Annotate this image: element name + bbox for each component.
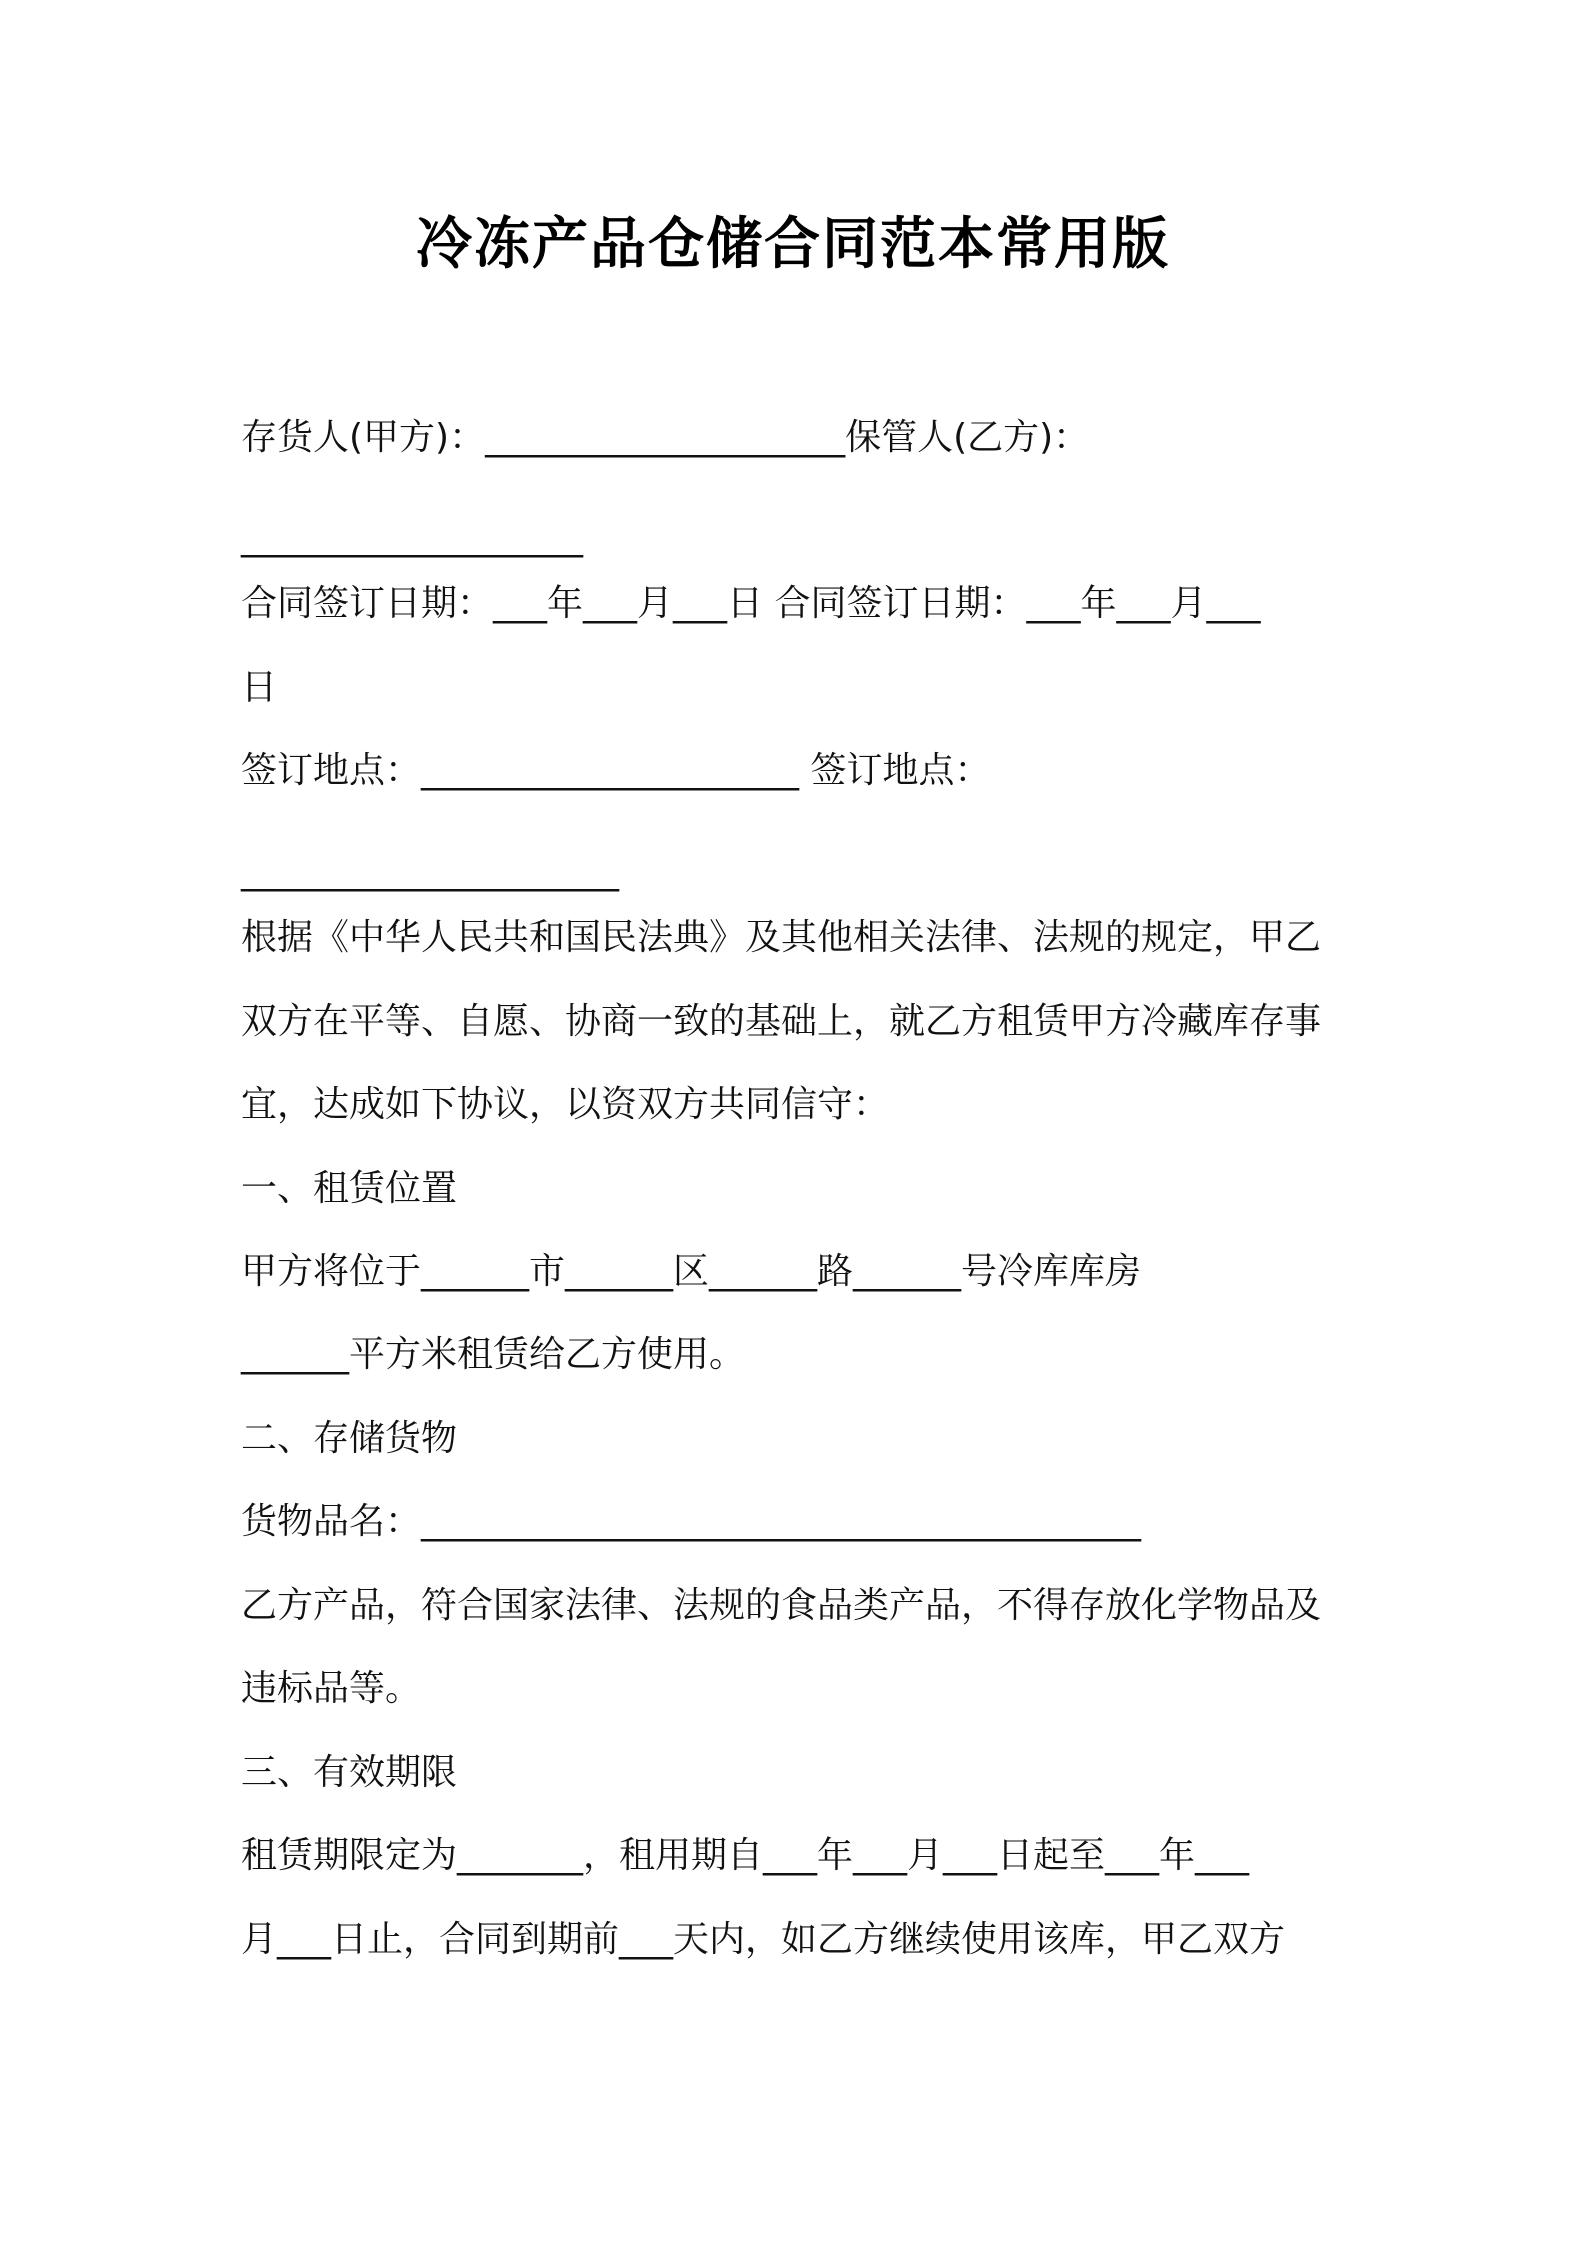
location-line-1: 甲方将位于______市______区______路______号冷库库房: [241, 1251, 1142, 1292]
document-title: 冷冻产品仓储合同范本常用版: [416, 212, 1170, 277]
location-line-2: ______平方米租赁给乙方使用。: [241, 1334, 746, 1375]
preamble-line-3: 宜，达成如下协议，以资双方共同信守：: [241, 1084, 890, 1125]
goods-desc-line-1: 乙方产品，符合国家法律、法规的食品类产品，不得存放化学物品及: [241, 1585, 1322, 1626]
section-heading-2: 二、存储货物: [241, 1418, 458, 1459]
term-line-2: 月___日止，合同到期前___天内，如乙方继续使用该库，甲乙双方: [241, 1919, 1286, 1960]
term-line-1: 租赁期限定为_______，租用期自___年___月___日起至___年___: [241, 1835, 1250, 1876]
goods-desc-line-2: 违标品等。: [241, 1668, 422, 1709]
party-line: 存货人(甲方)：____________________保管人(乙方)：: [241, 417, 1090, 458]
preamble-line-1: 根据《中华人民共和国民法典》及其他相关法律、法规的规定，甲乙: [241, 917, 1322, 958]
signing-place-line: 签订地点：_____________________ 签订地点：: [241, 750, 991, 791]
signing-date-line: 合同签订日期：___年___月___日 合同签订日期：___年___月___: [241, 583, 1261, 624]
signing-date-line-cont: 日: [241, 667, 278, 708]
goods-name-line: 货物品名：________________________________________: [241, 1501, 1142, 1542]
party-blank-line: ___________________: [241, 517, 583, 558]
preamble-line-2: 双方在平等、自愿、协商一致的基础上，就乙方租赁甲方冷藏库存事: [241, 1001, 1322, 1042]
section-heading-3: 三、有效期限: [241, 1752, 458, 1793]
signing-place-blank-line: _____________________: [241, 851, 619, 892]
section-heading-1: 一、租赁位置: [241, 1168, 458, 1209]
